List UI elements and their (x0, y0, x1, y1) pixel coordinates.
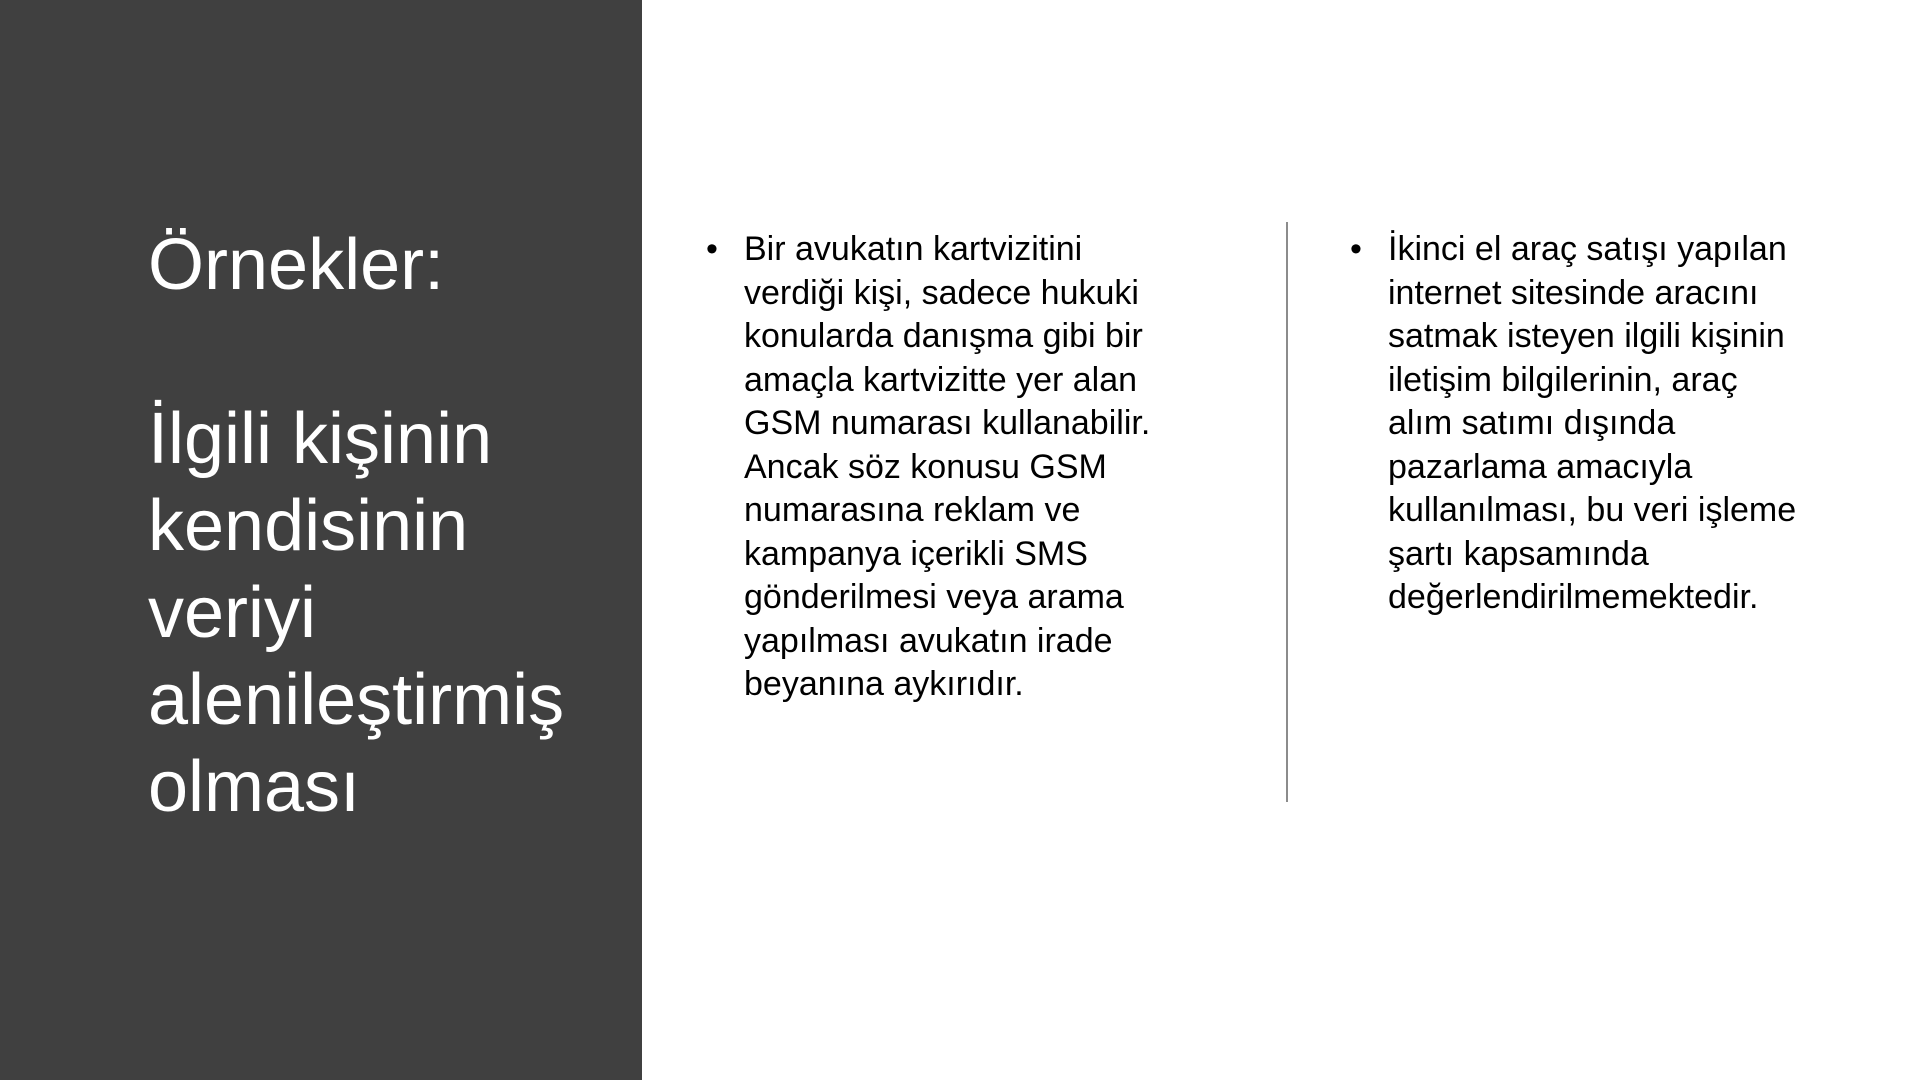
title-line: olması (148, 747, 361, 827)
column-divider (1286, 222, 1288, 802)
bullet-line: değerlendirilmemektedir. (1388, 578, 1759, 616)
bullet-line: gönderilmesi veya arama (744, 578, 1124, 616)
bullet-line: İkinci el araç satışı yapılan (1388, 230, 1787, 268)
title-line: İlgili kişinin (148, 399, 493, 479)
bullet-line: GSM numarası kullanabilir. (744, 404, 1151, 442)
bullet-line: amaçla kartvizitte yer alan (744, 360, 1138, 399)
content-column-left (704, 228, 1174, 707)
bullet-line: yapılması avukatın irade (744, 621, 1113, 660)
bullet-item (704, 228, 1174, 707)
slide-title (148, 222, 628, 831)
bullet-line: verdiği kişi, sadece hukuki (744, 273, 1139, 312)
bullet-line: beyanına aykırıdır. (744, 665, 1024, 703)
content-column-right (1348, 228, 1818, 620)
bullet-line: satmak isteyen ilgili kişinin (1388, 317, 1785, 355)
bullet-icon: • (706, 230, 718, 268)
bullet-line: Ancak söz konusu GSM (744, 447, 1107, 486)
title-line: Örnekler: (148, 225, 445, 305)
title-panel (0, 0, 642, 1080)
bullet-line: kampanya içerikli SMS (744, 534, 1088, 573)
bullet-line: pazarlama amacıyla (1388, 447, 1693, 486)
title-line: veriyi (148, 573, 317, 653)
bullet-line: şartı kapsamında (1388, 534, 1649, 573)
bullet-icon: • (1350, 230, 1362, 268)
title-line: kendisinin (148, 486, 469, 566)
bullet-line: kullanılması, bu veri işleme (1388, 491, 1797, 529)
bullet-line: konularda danışma gibi bir (744, 317, 1143, 355)
title-line: alenileştirmiş (148, 660, 565, 740)
bullet-line: Bir avukatın kartvizitini (744, 230, 1083, 268)
title-spacer (148, 309, 628, 396)
bullet-line: internet sitesinde aracını (1388, 273, 1759, 312)
bullet-line: numarasına reklam ve (744, 491, 1081, 529)
bullet-line: alım satımı dışında (1388, 404, 1676, 442)
bullet-line: iletişim bilgilerinin, araç (1388, 360, 1738, 399)
bullet-item (1348, 228, 1818, 620)
